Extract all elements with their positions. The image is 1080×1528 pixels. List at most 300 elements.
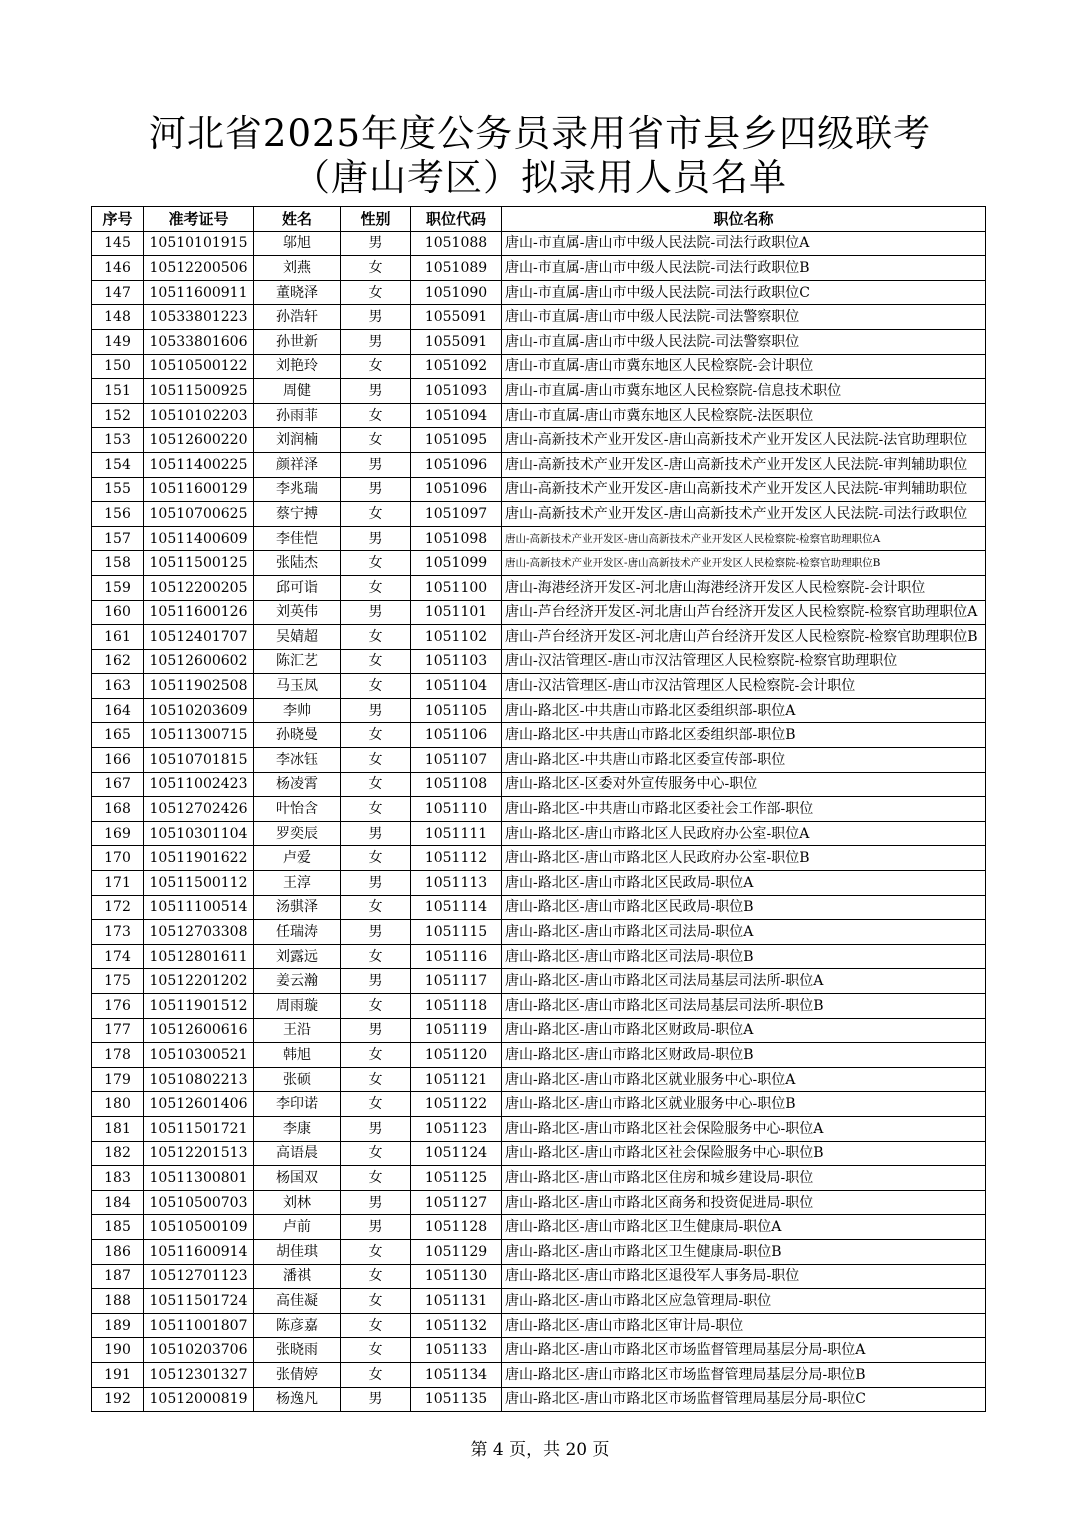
cell-position-code: 1051107 (411, 748, 502, 773)
column-header-position-code: 职位代码 (411, 207, 502, 232)
cell-position-name: 唐山-海港经济开发区-河北唐山海港经济开发区人民检察院-会计职位 (502, 575, 986, 600)
cell-name: 姜云瀚 (254, 969, 341, 994)
cell-name: 李冰钰 (254, 748, 341, 773)
table-row (92, 1313, 986, 1338)
cell-index: 169 (92, 821, 144, 846)
table-row (92, 1338, 986, 1363)
cell-exam-id: 10511001807 (144, 1313, 254, 1338)
cell-index: 171 (92, 871, 144, 896)
cell-exam-id: 10512600220 (144, 428, 254, 453)
cell-gender: 男 (341, 600, 411, 625)
table-row (92, 1387, 986, 1412)
cell-exam-id: 10511500112 (144, 871, 254, 896)
cell-exam-id: 10512201202 (144, 969, 254, 994)
cell-exam-id: 10533801606 (144, 329, 254, 354)
table-row (92, 625, 986, 650)
cell-position-code: 1051089 (411, 256, 502, 281)
cell-gender: 女 (341, 1166, 411, 1191)
cell-name: 孙雨菲 (254, 403, 341, 428)
column-header-index: 序号 (92, 207, 144, 232)
cell-index: 163 (92, 674, 144, 699)
cell-exam-id: 10511501721 (144, 1116, 254, 1141)
cell-gender: 女 (341, 674, 411, 699)
cell-position-name: 唐山-高新技术产业开发区-唐山高新技术产业开发区人民法院-法官助理职位 (502, 428, 986, 453)
cell-position-code: 1051114 (411, 895, 502, 920)
cell-gender: 女 (341, 944, 411, 969)
cell-gender: 男 (341, 231, 411, 256)
cell-exam-id: 10510203609 (144, 698, 254, 723)
cell-exam-id: 10512200205 (144, 575, 254, 600)
cell-index: 180 (92, 1092, 144, 1117)
cell-name: 王淳 (254, 871, 341, 896)
cell-position-code: 1051096 (411, 452, 502, 477)
cell-position-name: 唐山-路北区-唐山市路北区民政局-职位B (502, 895, 986, 920)
cell-position-name: 唐山-市直属-唐山市冀东地区人民检察院-信息技术职位 (502, 379, 986, 404)
cell-name: 陈汇艺 (254, 649, 341, 674)
column-header-gender: 性别 (341, 207, 411, 232)
cell-index: 150 (92, 354, 144, 379)
cell-name: 邬旭 (254, 231, 341, 256)
cell-name: 任瑞涛 (254, 920, 341, 945)
cell-position-code: 1051117 (411, 969, 502, 994)
cell-position-code: 1051100 (411, 575, 502, 600)
table-row (92, 526, 986, 551)
cell-index: 159 (92, 575, 144, 600)
cell-position-code: 1051121 (411, 1067, 502, 1092)
cell-position-name: 唐山-路北区-唐山市路北区商务和投资促进局-职位 (502, 1190, 986, 1215)
cell-exam-id: 10512401707 (144, 625, 254, 650)
cell-exam-id: 10511500125 (144, 551, 254, 576)
cell-position-name: 唐山-路北区-唐山市路北区审计局-职位 (502, 1313, 986, 1338)
cell-name: 周雨璇 (254, 994, 341, 1019)
table-row (92, 354, 986, 379)
cell-position-name: 唐山-汉沽管理区-唐山市汉沽管理区人民检察院-检察官助理职位 (502, 649, 986, 674)
cell-index: 156 (92, 502, 144, 527)
cell-position-name: 唐山-市直属-唐山市冀东地区人民检察院-会计职位 (502, 354, 986, 379)
cell-gender: 女 (341, 1092, 411, 1117)
cell-index: 192 (92, 1387, 144, 1412)
table-row (92, 698, 986, 723)
cell-exam-id: 10512301327 (144, 1362, 254, 1387)
cell-gender: 男 (341, 920, 411, 945)
cell-gender: 女 (341, 403, 411, 428)
cell-exam-id: 10512201513 (144, 1141, 254, 1166)
cell-index: 165 (92, 723, 144, 748)
cell-gender: 女 (341, 1043, 411, 1068)
cell-position-code: 1051125 (411, 1166, 502, 1191)
cell-exam-id: 10511501724 (144, 1289, 254, 1314)
cell-name: 李康 (254, 1116, 341, 1141)
cell-gender: 男 (341, 1018, 411, 1043)
cell-gender: 女 (341, 256, 411, 281)
cell-name: 周健 (254, 379, 341, 404)
cell-index: 168 (92, 797, 144, 822)
page-footer: 第 4 页，共 20 页 (470, 1440, 610, 1460)
cell-index: 182 (92, 1141, 144, 1166)
table-row (92, 1362, 986, 1387)
cell-gender: 女 (341, 649, 411, 674)
cell-index: 160 (92, 600, 144, 625)
cell-position-code: 1051108 (411, 772, 502, 797)
cell-exam-id: 10511400609 (144, 526, 254, 551)
cell-index: 155 (92, 477, 144, 502)
cell-name: 蔡宁搏 (254, 502, 341, 527)
cell-name: 吴婧超 (254, 625, 341, 650)
cell-position-code: 1055091 (411, 329, 502, 354)
cell-index: 158 (92, 551, 144, 576)
cell-name: 张晓雨 (254, 1338, 341, 1363)
cell-name: 潘祺 (254, 1264, 341, 1289)
cell-gender: 男 (341, 1190, 411, 1215)
cell-position-code: 1051092 (411, 354, 502, 379)
cell-position-code: 1051095 (411, 428, 502, 453)
table-row (92, 452, 986, 477)
cell-exam-id: 10511002423 (144, 772, 254, 797)
cell-gender: 女 (341, 1362, 411, 1387)
cell-name: 陈彦嘉 (254, 1313, 341, 1338)
cell-position-name: 唐山-路北区-唐山市路北区就业服务中心-职位A (502, 1067, 986, 1092)
cell-index: 173 (92, 920, 144, 945)
cell-gender: 男 (341, 379, 411, 404)
cell-name: 高语晨 (254, 1141, 341, 1166)
table-row (92, 502, 986, 527)
cell-position-code: 1051115 (411, 920, 502, 945)
table-row (92, 1239, 986, 1264)
table-row (92, 231, 986, 256)
cell-index: 151 (92, 379, 144, 404)
table-row (92, 1289, 986, 1314)
table-row (92, 1018, 986, 1043)
table-row (92, 1067, 986, 1092)
cell-position-code: 1051097 (411, 502, 502, 527)
cell-exam-id: 10511400225 (144, 452, 254, 477)
cell-position-name: 唐山-路北区-唐山市路北区司法局-职位A (502, 920, 986, 945)
cell-index: 161 (92, 625, 144, 650)
table-row (92, 600, 986, 625)
table-row (92, 674, 986, 699)
cell-gender: 男 (341, 329, 411, 354)
cell-name: 杨国双 (254, 1166, 341, 1191)
cell-exam-id: 10512600616 (144, 1018, 254, 1043)
cell-index: 186 (92, 1239, 144, 1264)
cell-gender: 男 (341, 821, 411, 846)
cell-exam-id: 10511901622 (144, 846, 254, 871)
cell-index: 146 (92, 256, 144, 281)
cell-position-code: 1051096 (411, 477, 502, 502)
cell-gender: 女 (341, 428, 411, 453)
cell-gender: 女 (341, 723, 411, 748)
table-body (92, 231, 986, 1412)
cell-index: 190 (92, 1338, 144, 1363)
cell-position-name: 唐山-路北区-唐山市路北区社会保险服务中心-职位B (502, 1141, 986, 1166)
cell-position-name: 唐山-高新技术产业开发区-唐山高新技术产业开发区人民法院-司法行政职位 (502, 502, 986, 527)
table-row (92, 1264, 986, 1289)
cell-position-name: 唐山-路北区-唐山市路北区卫生健康局-职位A (502, 1215, 986, 1240)
cell-index: 167 (92, 772, 144, 797)
cell-name: 董晓泽 (254, 280, 341, 305)
cell-exam-id: 10510500122 (144, 354, 254, 379)
cell-position-name: 唐山-路北区-唐山市路北区市场监督管理局基层分局-职位A (502, 1338, 986, 1363)
cell-index: 154 (92, 452, 144, 477)
table-row (92, 649, 986, 674)
cell-position-name: 唐山-市直属-唐山市中级人民法院-司法行政职位C (502, 280, 986, 305)
cell-name: 高佳凝 (254, 1289, 341, 1314)
cell-position-code: 1051132 (411, 1313, 502, 1338)
cell-position-code: 1051102 (411, 625, 502, 650)
table-row (92, 403, 986, 428)
cell-gender: 男 (341, 477, 411, 502)
cell-gender: 男 (341, 1215, 411, 1240)
table-row (92, 329, 986, 354)
cell-gender: 男 (341, 698, 411, 723)
cell-exam-id: 10510700625 (144, 502, 254, 527)
cell-position-code: 1051116 (411, 944, 502, 969)
cell-name: 胡佳琪 (254, 1239, 341, 1264)
cell-gender: 女 (341, 551, 411, 576)
candidate-table (91, 206, 986, 1412)
cell-position-code: 1051128 (411, 1215, 502, 1240)
cell-position-code: 1051098 (411, 526, 502, 551)
cell-position-name: 唐山-市直属-唐山市中级人民法院-司法行政职位B (502, 256, 986, 281)
table-row (92, 379, 986, 404)
cell-exam-id: 10512000819 (144, 1387, 254, 1412)
cell-index: 188 (92, 1289, 144, 1314)
cell-gender: 男 (341, 871, 411, 896)
cell-position-name: 唐山-市直属-唐山市冀东地区人民检察院-法医职位 (502, 403, 986, 428)
cell-exam-id: 10511300715 (144, 723, 254, 748)
cell-position-name: 唐山-路北区-唐山市路北区财政局-职位B (502, 1043, 986, 1068)
table-row (92, 256, 986, 281)
cell-index: 166 (92, 748, 144, 773)
cell-position-code: 1051088 (411, 231, 502, 256)
cell-exam-id: 10533801223 (144, 305, 254, 330)
cell-name: 张倩婷 (254, 1362, 341, 1387)
cell-name: 刘林 (254, 1190, 341, 1215)
cell-position-name: 唐山-路北区-唐山市路北区司法局基层司法所-职位B (502, 994, 986, 1019)
cell-exam-id: 10512200506 (144, 256, 254, 281)
cell-name: 张陆杰 (254, 551, 341, 576)
cell-position-code: 1055091 (411, 305, 502, 330)
cell-position-code: 1051103 (411, 649, 502, 674)
cell-position-name: 唐山-高新技术产业开发区-唐山高新技术产业开发区人民法院-审判辅助职位 (502, 477, 986, 502)
cell-position-name: 唐山-高新技术产业开发区-唐山高新技术产业开发区人民法院-审判辅助职位 (502, 452, 986, 477)
cell-position-name: 唐山-市直属-唐山市中级人民法院-司法警察职位 (502, 329, 986, 354)
cell-position-name: 唐山-路北区-唐山市路北区住房和城乡建设局-职位 (502, 1166, 986, 1191)
column-header-position-name: 职位名称 (502, 207, 986, 232)
cell-gender: 女 (341, 280, 411, 305)
column-header-name: 姓名 (254, 207, 341, 232)
table-row (92, 1190, 986, 1215)
cell-exam-id: 10511902508 (144, 674, 254, 699)
table-row (92, 1215, 986, 1240)
cell-position-name: 唐山-路北区-唐山市路北区民政局-职位A (502, 871, 986, 896)
cell-exam-id: 10511901512 (144, 994, 254, 1019)
cell-index: 178 (92, 1043, 144, 1068)
cell-position-name: 唐山-路北区-唐山市路北区司法局-职位B (502, 944, 986, 969)
cell-position-code: 1051094 (411, 403, 502, 428)
cell-gender: 男 (341, 526, 411, 551)
cell-exam-id: 10511600911 (144, 280, 254, 305)
cell-position-code: 1051124 (411, 1141, 502, 1166)
cell-exam-id: 10511500925 (144, 379, 254, 404)
cell-position-name: 唐山-芦台经济开发区-河北唐山芦台经济开发区人民检察院-检察官助理职位B (502, 625, 986, 650)
cell-position-name: 唐山-路北区-唐山市路北区应急管理局-职位 (502, 1289, 986, 1314)
cell-index: 153 (92, 428, 144, 453)
cell-name: 叶怡含 (254, 797, 341, 822)
cell-position-code: 1051135 (411, 1387, 502, 1412)
cell-index: 176 (92, 994, 144, 1019)
cell-position-code: 1051129 (411, 1239, 502, 1264)
cell-gender: 女 (341, 1264, 411, 1289)
cell-position-name: 唐山-路北区-唐山市路北区社会保险服务中心-职位A (502, 1116, 986, 1141)
table-row (92, 477, 986, 502)
cell-name: 刘露远 (254, 944, 341, 969)
cell-exam-id: 10512600602 (144, 649, 254, 674)
cell-index: 175 (92, 969, 144, 994)
cell-name: 张硕 (254, 1067, 341, 1092)
cell-exam-id: 10511100514 (144, 895, 254, 920)
column-header-exam-id: 准考证号 (144, 207, 254, 232)
table-row (92, 551, 986, 576)
cell-position-name: 唐山-路北区-中共唐山市路北区委组织部-职位B (502, 723, 986, 748)
cell-exam-id: 10510802213 (144, 1067, 254, 1092)
cell-name: 刘燕 (254, 256, 341, 281)
cell-name: 卢爱 (254, 846, 341, 871)
table-row (92, 428, 986, 453)
cell-position-name: 唐山-路北区-唐山市路北区人民政府办公室-职位B (502, 846, 986, 871)
table-row (92, 1166, 986, 1191)
cell-name: 邱可诣 (254, 575, 341, 600)
cell-index: 185 (92, 1215, 144, 1240)
table-row (92, 846, 986, 871)
cell-position-name: 唐山-高新技术产业开发区-唐山高新技术产业开发区人民检察院-检察官助理职位B (502, 551, 986, 576)
cell-position-code: 1051110 (411, 797, 502, 822)
table-row (92, 305, 986, 330)
cell-position-code: 1051111 (411, 821, 502, 846)
table-row (92, 723, 986, 748)
cell-position-name: 唐山-市直属-唐山市中级人民法院-司法行政职位A (502, 231, 986, 256)
table-row (92, 748, 986, 773)
cell-exam-id: 10510301104 (144, 821, 254, 846)
cell-exam-id: 10511600129 (144, 477, 254, 502)
cell-name: 刘润楠 (254, 428, 341, 453)
cell-gender: 女 (341, 994, 411, 1019)
cell-name: 李帅 (254, 698, 341, 723)
cell-index: 172 (92, 895, 144, 920)
cell-position-code: 1051093 (411, 379, 502, 404)
cell-position-code: 1051123 (411, 1116, 502, 1141)
cell-index: 152 (92, 403, 144, 428)
cell-position-code: 1051104 (411, 674, 502, 699)
cell-name: 孙浩轩 (254, 305, 341, 330)
table-row (92, 1141, 986, 1166)
cell-position-name: 唐山-汉沽管理区-唐山市汉沽管理区人民检察院-会计职位 (502, 674, 986, 699)
cell-index: 183 (92, 1166, 144, 1191)
cell-gender: 女 (341, 1289, 411, 1314)
cell-gender: 男 (341, 305, 411, 330)
cell-name: 刘艳玲 (254, 354, 341, 379)
cell-position-code: 1051131 (411, 1289, 502, 1314)
cell-index: 184 (92, 1190, 144, 1215)
cell-index: 179 (92, 1067, 144, 1092)
cell-gender: 女 (341, 1067, 411, 1092)
cell-exam-id: 10511600126 (144, 600, 254, 625)
cell-gender: 男 (341, 452, 411, 477)
cell-gender: 女 (341, 1338, 411, 1363)
cell-exam-id: 10512801611 (144, 944, 254, 969)
table-row (92, 1092, 986, 1117)
cell-exam-id: 10510500703 (144, 1190, 254, 1215)
cell-name: 马玉凤 (254, 674, 341, 699)
cell-exam-id: 10512701123 (144, 1264, 254, 1289)
cell-name: 李兆瑞 (254, 477, 341, 502)
cell-gender: 女 (341, 1313, 411, 1338)
cell-position-name: 唐山-路北区-唐山市路北区财政局-职位A (502, 1018, 986, 1043)
table-row (92, 994, 986, 1019)
cell-name: 罗奕辰 (254, 821, 341, 846)
cell-exam-id: 10512703308 (144, 920, 254, 945)
cell-name: 王沿 (254, 1018, 341, 1043)
cell-name: 李佳恺 (254, 526, 341, 551)
cell-name: 孙晓曼 (254, 723, 341, 748)
cell-index: 162 (92, 649, 144, 674)
cell-index: 177 (92, 1018, 144, 1043)
cell-index: 187 (92, 1264, 144, 1289)
cell-exam-id: 10510203706 (144, 1338, 254, 1363)
cell-name: 韩旭 (254, 1043, 341, 1068)
cell-gender: 男 (341, 1387, 411, 1412)
cell-position-name: 唐山-路北区-唐山市路北区卫生健康局-职位B (502, 1239, 986, 1264)
cell-gender: 男 (341, 1116, 411, 1141)
cell-gender: 女 (341, 1239, 411, 1264)
cell-gender: 女 (341, 797, 411, 822)
cell-exam-id: 10512601406 (144, 1092, 254, 1117)
cell-position-code: 1051122 (411, 1092, 502, 1117)
cell-exam-id: 10510102203 (144, 403, 254, 428)
cell-gender: 女 (341, 502, 411, 527)
table-row (92, 821, 986, 846)
cell-index: 148 (92, 305, 144, 330)
cell-index: 164 (92, 698, 144, 723)
cell-index: 181 (92, 1116, 144, 1141)
cell-position-code: 1051133 (411, 1338, 502, 1363)
cell-exam-id: 10512702426 (144, 797, 254, 822)
cell-gender: 女 (341, 846, 411, 871)
cell-gender: 男 (341, 969, 411, 994)
cell-position-code: 1051130 (411, 1264, 502, 1289)
cell-position-code: 1051113 (411, 871, 502, 896)
cell-position-name: 唐山-路北区-中共唐山市路北区委组织部-职位A (502, 698, 986, 723)
cell-position-name: 唐山-路北区-唐山市路北区退役军人事务局-职位 (502, 1264, 986, 1289)
cell-name: 汤骐泽 (254, 895, 341, 920)
cell-name: 孙世新 (254, 329, 341, 354)
cell-gender: 女 (341, 575, 411, 600)
cell-index: 174 (92, 944, 144, 969)
cell-position-name: 唐山-路北区-中共唐山市路北区委社会工作部-职位 (502, 797, 986, 822)
cell-position-code: 1051134 (411, 1362, 502, 1387)
table-row (92, 920, 986, 945)
cell-position-code: 1051119 (411, 1018, 502, 1043)
cell-position-code: 1051120 (411, 1043, 502, 1068)
cell-position-code: 1051105 (411, 698, 502, 723)
cell-exam-id: 10511300801 (144, 1166, 254, 1191)
page-title-line2: （唐山考区）拟录用人员名单 (293, 156, 787, 199)
page-title-line1: 河北省2025年度公务员录用省市县乡四级联考 (148, 112, 932, 155)
table-row (92, 1043, 986, 1068)
cell-index: 191 (92, 1362, 144, 1387)
cell-exam-id: 10510701815 (144, 748, 254, 773)
cell-position-code: 1051090 (411, 280, 502, 305)
